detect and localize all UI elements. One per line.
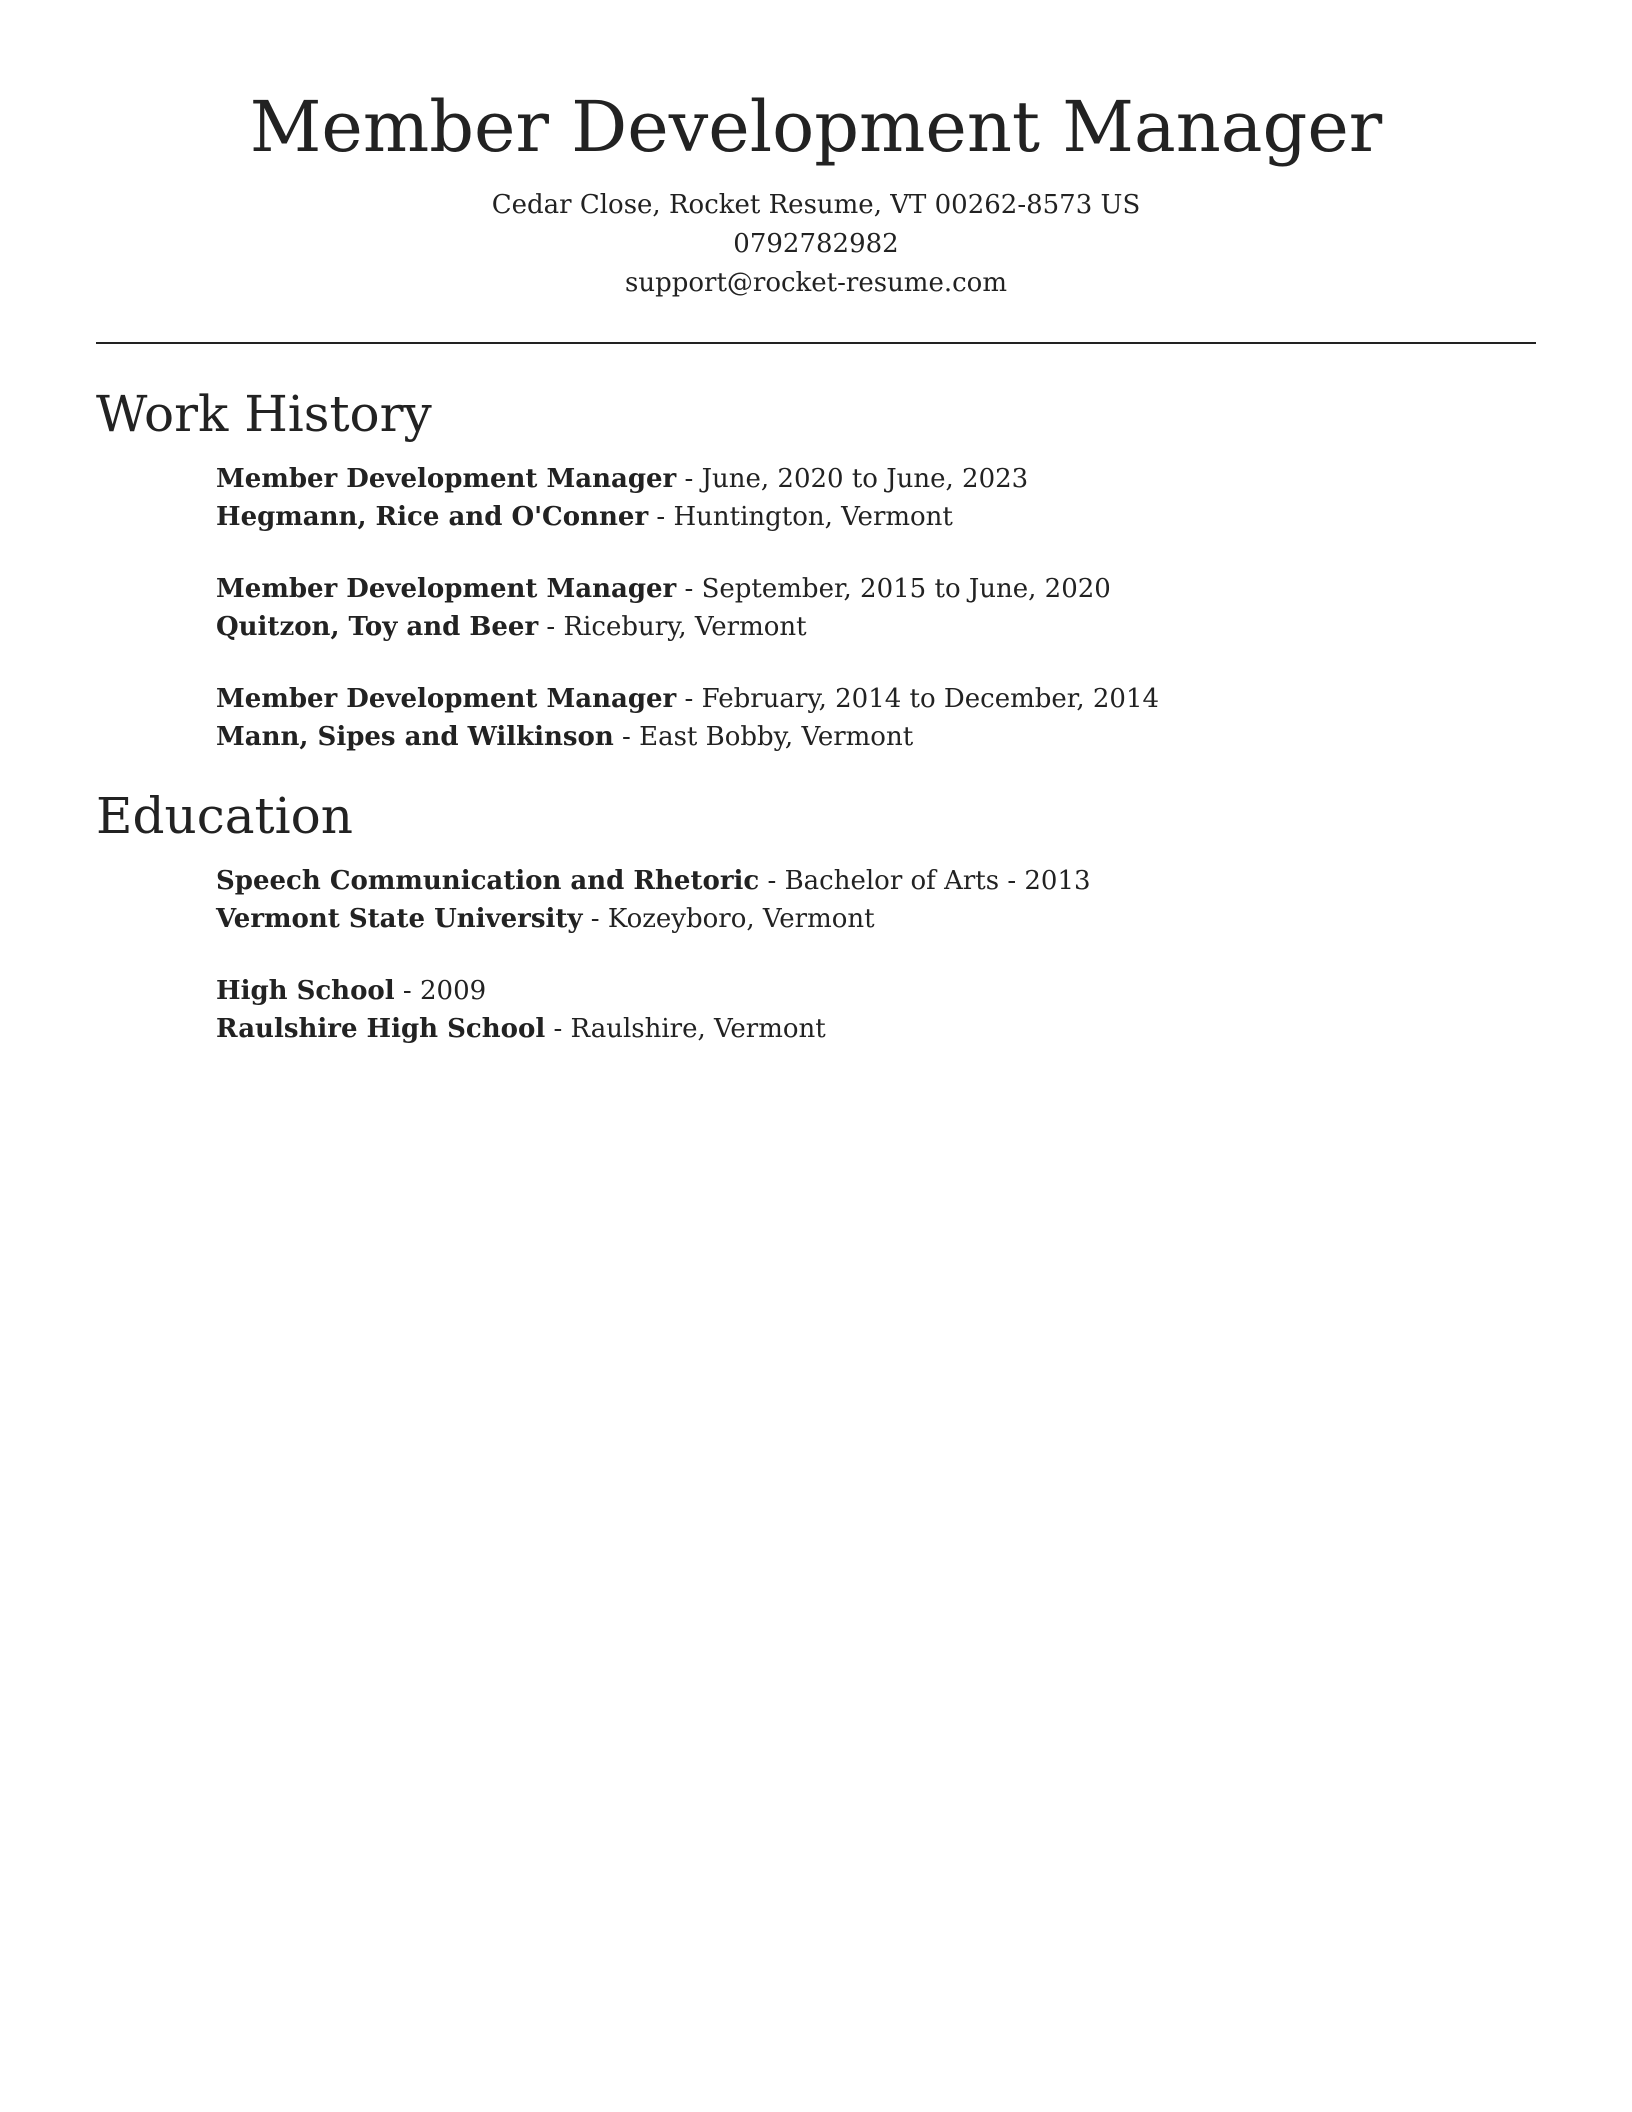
- separator: -: [394, 976, 420, 1006]
- education-entry: [216, 862, 1536, 938]
- header-divider: [96, 342, 1536, 344]
- education-section: [96, 784, 1536, 1048]
- work-entry-line1: [216, 460, 1536, 498]
- page-title: Member Development Manager: [249, 86, 1383, 168]
- education-degree-year: Bachelor of Arts - 2013: [784, 866, 1091, 896]
- work-entry-line1: [216, 570, 1536, 608]
- separator: -: [545, 1014, 571, 1044]
- education-entry-line2: [216, 900, 1536, 938]
- work-entry: [216, 680, 1536, 756]
- separator: -: [538, 612, 564, 642]
- education-field: Speech Communication and Rhetoric: [216, 866, 760, 896]
- work-entry: [216, 570, 1536, 646]
- work-entry-line2: [216, 498, 1536, 536]
- resume-header: [96, 82, 1536, 303]
- education-entry-line1: [216, 862, 1536, 900]
- education-entry: [216, 972, 1536, 1048]
- separator: -: [676, 574, 702, 604]
- education-field: High School: [216, 976, 395, 1006]
- separator: -: [676, 684, 702, 714]
- education-location: Raulshire, Vermont: [570, 1014, 826, 1044]
- work-company: Hegmann, Rice and O'Conner: [216, 502, 649, 532]
- education-degree-year: 2009: [419, 976, 487, 1006]
- work-entry-line2: [216, 718, 1536, 756]
- separator: -: [676, 464, 702, 494]
- separator: -: [582, 904, 608, 934]
- work-company: Quitzon, Toy and Beer: [216, 612, 539, 642]
- contact-address: Cedar Close, Rocket Resume, VT 00262-8573 US: [491, 190, 1141, 220]
- work-role: Member Development Manager: [216, 574, 677, 604]
- separator: -: [759, 866, 785, 896]
- contact-email: support@rocket-resume.com: [624, 268, 1007, 298]
- work-history-section: [96, 382, 1536, 756]
- work-location: East Bobby, Vermont: [639, 722, 914, 752]
- work-entry-line2: [216, 608, 1536, 646]
- work-history-heading: Work History: [96, 385, 432, 443]
- work-dates: February, 2014 to December, 2014: [701, 684, 1160, 714]
- work-location: Huntington, Vermont: [673, 502, 953, 532]
- education-list: [216, 862, 1536, 1048]
- work-location: Ricebury, Vermont: [563, 612, 807, 642]
- work-role: Member Development Manager: [216, 464, 677, 494]
- contact-info: [96, 186, 1536, 303]
- work-dates: June, 2020 to June, 2023: [701, 464, 1029, 494]
- work-role: Member Development Manager: [216, 684, 677, 714]
- work-entry: [216, 460, 1536, 536]
- work-entry-line1: [216, 680, 1536, 718]
- work-company: Mann, Sipes and Wilkinson: [216, 722, 614, 752]
- education-location: Kozeyboro, Vermont: [607, 904, 875, 934]
- education-entry-line2: [216, 1010, 1536, 1048]
- education-school: Vermont State University: [216, 904, 583, 934]
- work-history-list: [216, 460, 1536, 756]
- contact-phone: 0792782982: [733, 229, 899, 259]
- education-school: Raulshire High School: [216, 1014, 546, 1044]
- separator: -: [648, 502, 674, 532]
- work-dates: September, 2015 to June, 2020: [701, 574, 1111, 604]
- education-heading: Education: [96, 787, 353, 845]
- separator: -: [613, 722, 640, 752]
- education-entry-line1: [216, 972, 1536, 1010]
